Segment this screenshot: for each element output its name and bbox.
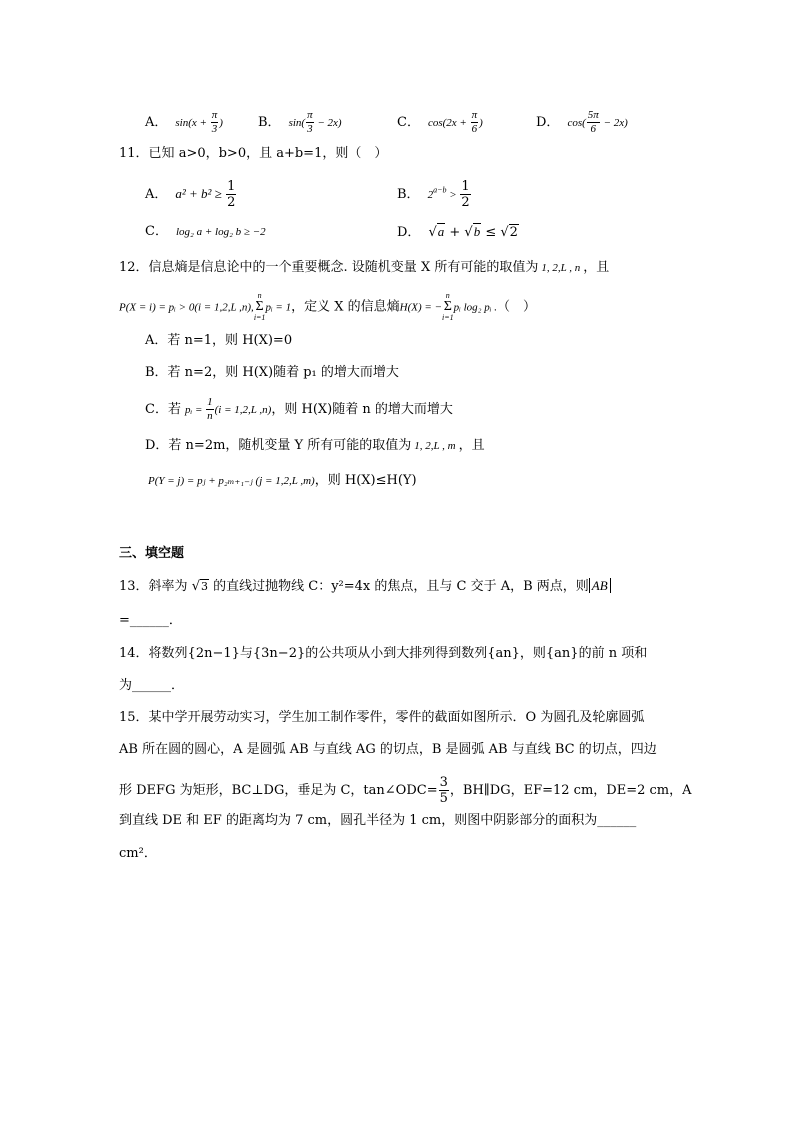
- option-fraction: [206, 397, 214, 422]
- frac-num: π: [471, 109, 478, 121]
- option-letter: A．: [145, 187, 168, 202]
- q11-stem: [119, 147, 387, 160]
- option-fraction: [587, 110, 600, 135]
- frac-den: 2: [461, 195, 470, 210]
- q12-option-c: [145, 397, 453, 422]
- frac-num: 1: [227, 179, 236, 194]
- frac-num: π: [307, 109, 313, 121]
- option-arg: (x +: [188, 117, 210, 129]
- option-fraction: [306, 110, 314, 135]
- q12-stem-line1: [119, 261, 609, 274]
- frac-den: 5: [439, 791, 448, 806]
- sum-bottom: i=1: [441, 313, 454, 322]
- option-func: cos(2x +: [427, 117, 470, 129]
- q13-text-rest: 的直线过抛物线 C：y²=4x 的焦点，且与 C 交于 A，B 两点，则: [208, 579, 589, 594]
- section-heading: 三、填空题: [119, 546, 185, 561]
- q15-text: 形 DEFG 为矩形，BC⊥DG，垂足为 C，tan∠ODC=: [119, 783, 438, 798]
- q11-stem-num: 11．已知: [119, 146, 179, 161]
- option-func: sin(: [288, 117, 306, 129]
- option-p: pᵢ =: [184, 404, 206, 416]
- sum-top: n: [257, 291, 262, 300]
- option-func: sin: [175, 117, 189, 129]
- q12-option-a: A．若 n=1，则 H(X)=0: [145, 333, 293, 348]
- option-prefix: C．若: [145, 402, 181, 417]
- q13-text: 13．斜率为: [119, 579, 192, 594]
- sum-symbol: n Σ i=1: [441, 291, 454, 322]
- option-letter: C．: [397, 115, 420, 130]
- option-end: ，则 H(X)随着 n 的增大而增大: [271, 402, 453, 417]
- option-arg-end: − 2x): [314, 117, 342, 129]
- option-end: ，则 H(X)≤H(Y): [314, 473, 417, 488]
- q11-option-c: [145, 225, 266, 238]
- frac-den: 3: [211, 123, 218, 135]
- option-arg-end: ): [479, 117, 483, 129]
- q13-line1: 13．斜率为 √3 的直线过抛物线 C：y²=4x 的焦点，且与 C 交于 A，B 两点，则 AB: [119, 579, 611, 593]
- q15-line2: AB 所在圆的圆心，A 是圆弧 AB 与直线 AG 的切点，B 是圆弧 AB 与直线 BC 的切点，四边: [119, 742, 657, 757]
- abs-ab: AB: [589, 578, 611, 593]
- sqrt-value: 3: [200, 580, 208, 593]
- option-math: P(Y = j) = pⱼ + p₂ₘ₊₁₋ⱼ (j = 1,2,L ,m): [148, 475, 315, 487]
- q11-stem-rest: a>0，b>0，且 a+b=1，则（ ）: [178, 146, 388, 161]
- sum-bottom: i=1: [253, 313, 266, 322]
- q14-line1: 14．将数列{2n−1}与{3n−2}的公共项从小到大排列得到数列{an}，则{an}的前 n 项和: [119, 646, 648, 661]
- q12-def: ，定义 X 的信息熵: [291, 299, 400, 315]
- option-expr: log₂ a + log₂ b ≥ −2: [175, 226, 266, 238]
- option-fraction: [460, 180, 470, 209]
- q14-line2: 为______．: [119, 678, 185, 693]
- sum-symbol: n Σ i=1: [253, 291, 266, 322]
- q12-option-b: B．若 n=2，则 H(X)随着 p₁ 的增大而增大: [145, 365, 399, 380]
- q12-prob: P(X = i) = pᵢ > 0(i = 1,2,L ,n),: [119, 301, 254, 314]
- tan-fraction: [439, 776, 449, 805]
- q12-text: 12．信息熵是信息论中的一个重要概念. 设随机变量 X 所有可能的取值为: [119, 260, 539, 275]
- option-gt: >: [446, 189, 460, 201]
- option-end: ，且: [458, 438, 485, 453]
- frac-den: 6: [471, 123, 478, 135]
- q10-option-c: [397, 110, 483, 135]
- frac-num: 1: [461, 179, 470, 194]
- q12-option-d-line1: [145, 439, 485, 452]
- plus-sign: +: [445, 225, 465, 240]
- frac-den: 3: [307, 123, 313, 135]
- sqrt-c: 2: [509, 225, 518, 240]
- frac-num: 1: [207, 396, 213, 408]
- le-sign: ≤: [481, 225, 501, 240]
- option-letter: D．: [536, 115, 560, 130]
- option-expr: a² + b² ≥: [175, 186, 226, 201]
- sqrt-a: a: [437, 224, 445, 239]
- option-expr: 2: [427, 189, 434, 201]
- option-fraction: [226, 180, 236, 209]
- option-sup: a−b: [433, 185, 447, 195]
- option-arg-end: ): [219, 117, 223, 129]
- q12-text-end: ，且: [583, 260, 610, 275]
- option-func: cos(: [567, 117, 586, 129]
- q10-option-b: [258, 110, 342, 135]
- sqrt-b: b: [473, 224, 481, 239]
- option-letter: B．: [258, 115, 281, 130]
- q11-option-d: D． √a + √b ≤ √2: [397, 224, 518, 240]
- q13-line2: =______．: [119, 613, 182, 628]
- q12-option-d-line2: [148, 474, 417, 487]
- q12-paren: （ ）: [496, 299, 536, 315]
- option-arg-end: − 2x): [600, 117, 628, 129]
- frac-den: 6: [590, 123, 597, 135]
- q11-option-b: [397, 180, 472, 209]
- option-letter: C．: [145, 224, 168, 239]
- q12-values: 1, 2,L , n: [541, 262, 581, 274]
- q15-line4: 到直线 DE 和 EF 的距离均为 7 cm，圆孔半径为 1 cm，则图中阴影部分的面积为______: [119, 813, 637, 828]
- q10-option-d: [536, 110, 628, 135]
- option-range: (i = 1,2,L ,n): [214, 404, 272, 416]
- q12-stem-line2: [119, 292, 536, 322]
- frac-den: n: [207, 410, 213, 422]
- option-fraction: [211, 110, 219, 135]
- frac-num: π: [211, 109, 218, 121]
- entropy-body: pᵢ log₂ pᵢ .: [453, 301, 497, 314]
- option-letter: B．: [397, 187, 420, 202]
- q15-line1: 15．某中学开展劳动实习，学生加工制作零件，零件的截面如图所示．O 为圆孔及轮廓圆弧: [119, 710, 645, 725]
- q15-text-rest: ，BH∥DG，EF=12 cm，DE=2 cm，A: [449, 783, 692, 798]
- sum-top: n: [445, 291, 450, 300]
- option-values: 1, 2,L , m: [414, 440, 456, 452]
- entropy-lhs: H(X) = −: [399, 301, 442, 314]
- option-fraction: [471, 110, 479, 135]
- option-letter: A．: [145, 115, 168, 130]
- q15-line5: cm²．: [119, 846, 157, 861]
- q10-option-a: [145, 110, 223, 135]
- sum-body: pᵢ = 1: [265, 301, 292, 314]
- q11-option-a: [145, 180, 237, 209]
- option-letter: D．: [397, 225, 421, 240]
- option-text: D．若 n=2m，随机变量 Y 所有可能的取值为: [145, 438, 412, 453]
- frac-num: 5π: [587, 109, 599, 121]
- q15-line3: [119, 776, 691, 805]
- frac-den: 2: [227, 195, 236, 210]
- frac-num: 3: [439, 775, 448, 790]
